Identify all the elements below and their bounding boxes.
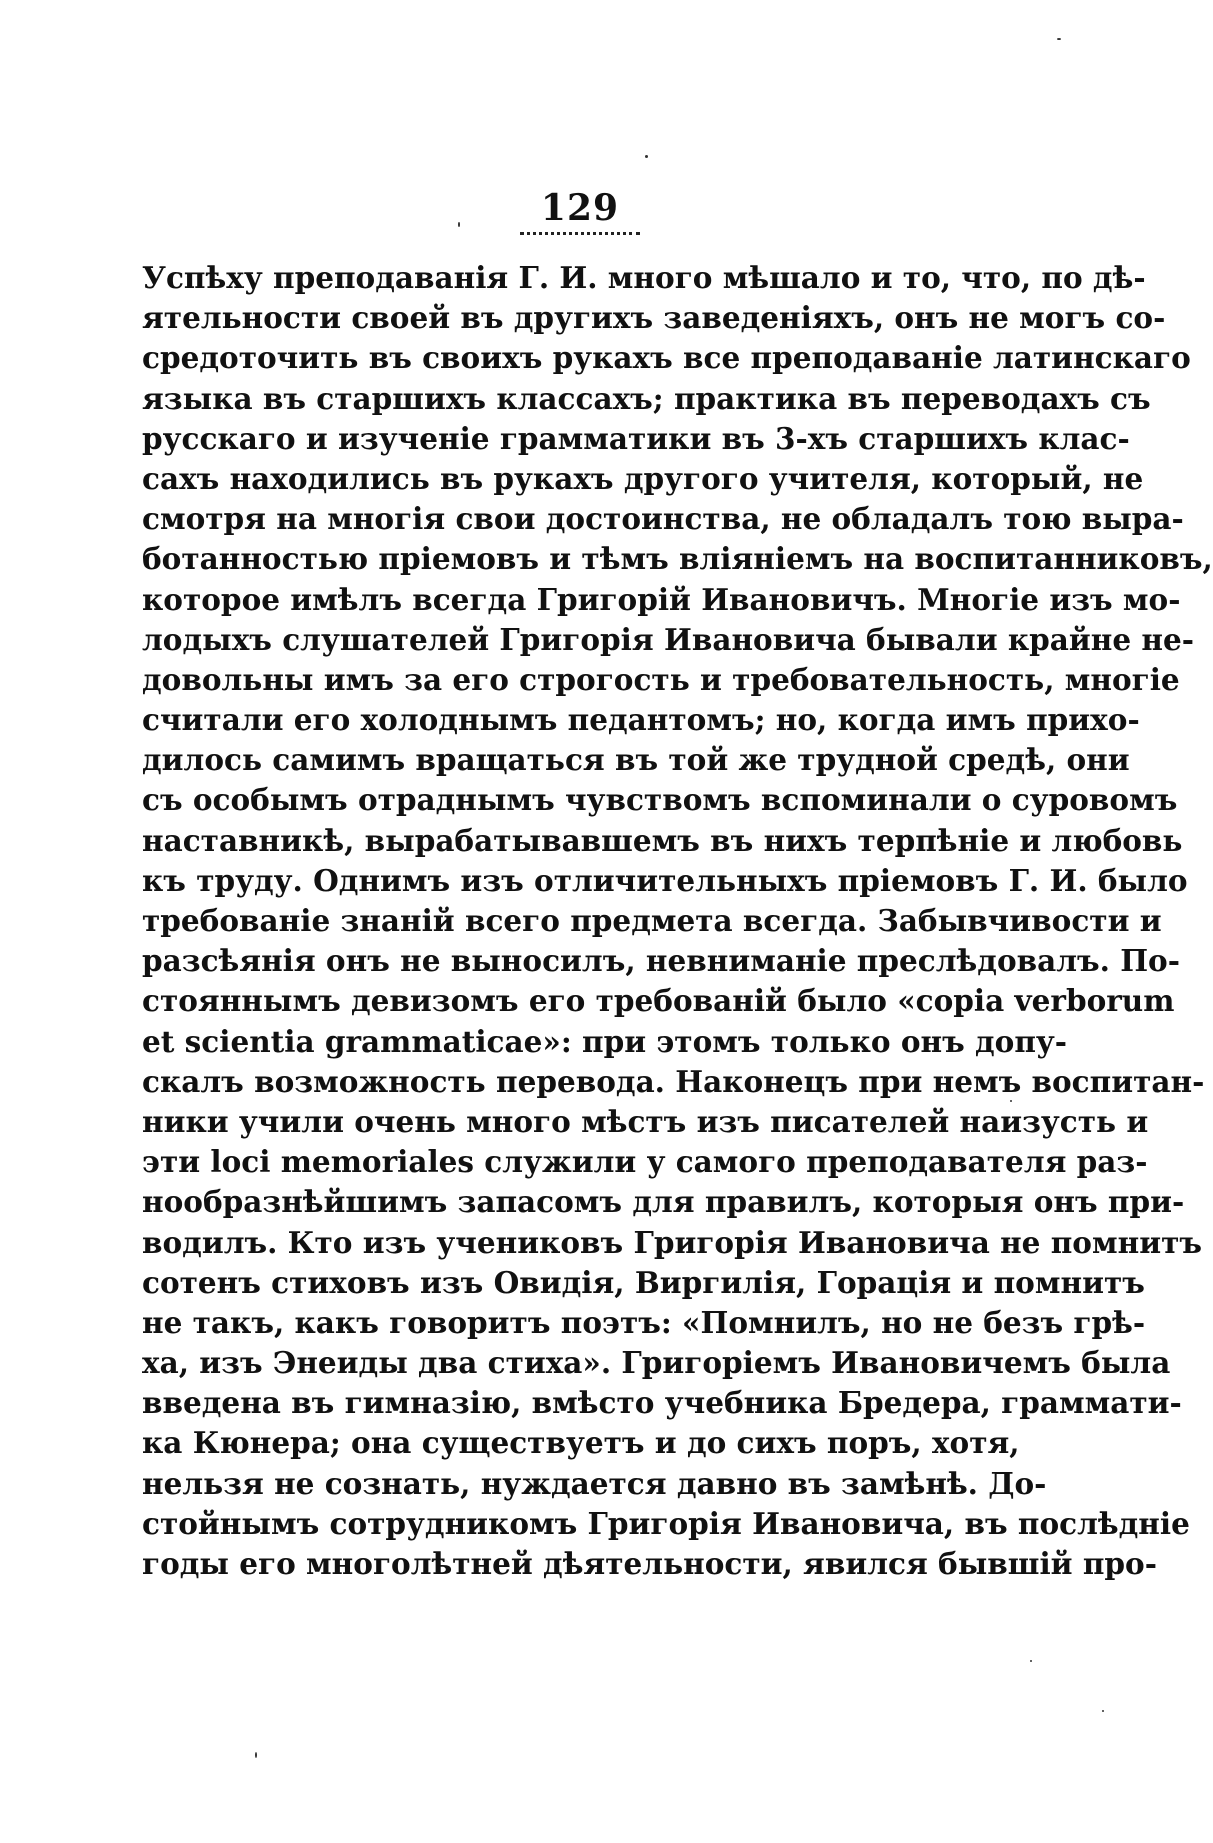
text-line: сахъ находились въ рукахъ другого учителя, который, не: [142, 460, 1144, 496]
text-line: наставникѣ, вырабатывавшемъ въ нихъ терпѣніе и любовь: [142, 822, 1183, 858]
scan-speck: [1010, 1100, 1012, 1102]
text-line: языка въ старшихъ классахъ; практика въ переводахъ съ: [142, 380, 1151, 416]
text-line: считали его холоднымъ педантомъ; но, когда имъ прихо-: [142, 702, 1140, 738]
text-line: смотря на многія свои достоинства, не обладалъ тою выра-: [142, 501, 1184, 537]
text-line: къ труду. Однимъ изъ отличительныхъ пріемовъ Г. И. было: [142, 862, 1188, 898]
text-line: русскаго и изученіе грамматики въ 3-хъ старшихъ клас-: [142, 420, 1130, 456]
text-line: довольны имъ за его строгость и требовательность, многіе: [142, 661, 1180, 697]
text-line: ники учили очень много мѣстъ изъ писателей наизусть и: [142, 1103, 1149, 1139]
scan-speck: [458, 222, 460, 227]
page-number-rule: [520, 232, 640, 235]
scan-speck: [1102, 1710, 1104, 1712]
text-line: не такъ, какъ говоритъ поэтъ: «Помнилъ, но не безъ грѣ-: [142, 1304, 1146, 1340]
text-line: которое имѣлъ всегда Григорій Ивановичъ. Многіе изъ мо-: [142, 581, 1181, 617]
scan-speck: [1057, 38, 1061, 40]
scan-speck: [255, 1752, 257, 1758]
text-line: стояннымъ девизомъ его требованій было «copia verborum: [142, 983, 1175, 1019]
scan-speck: [645, 155, 648, 158]
body-text: [142, 258, 1213, 1584]
text-line: съ особымъ отраднымъ чувствомъ вспоминали о суровомъ: [142, 782, 1178, 818]
text-line: эти loci memoriales служили у самого преподавателя раз-: [142, 1144, 1148, 1180]
text-line: нообразнѣйшимъ запасомъ для правилъ, которыя онъ при-: [142, 1184, 1185, 1220]
text-line: дилось самимъ вращаться въ той же трудной средѣ, они: [142, 742, 1130, 778]
text-line: лодыхъ слушателей Григорія Ивановича бывали крайне не-: [142, 621, 1195, 657]
text-line: требованіе знаній всего предмета всегда. Забывчивости и: [142, 903, 1162, 938]
text-line: et scientia grammaticae»: при этомъ только онъ допу-: [142, 1023, 1068, 1059]
text-line: годы его многолѣтней дѣятельности, явился бывшій про-: [142, 1546, 1157, 1581]
text-line: ботанностью пріемовъ и тѣмъ вліяніемъ на воспитанниковъ,: [142, 541, 1213, 577]
text-line: разсѣянія онъ не выносилъ, невниманіе преслѣдовалъ. По-: [142, 943, 1180, 979]
text-line: ка Кюнера; она существуетъ и до сихъ поръ, хотя,: [142, 1425, 1020, 1461]
text-line: средоточить въ своихъ рукахъ все преподаваніе латинскаго: [142, 340, 1191, 376]
text-line: введена въ гимназію, вмѣсто учебника Бредера, граммати-: [142, 1385, 1182, 1421]
text-line: сотенъ стиховъ изъ Овидія, Виргилія, Горація и помнитъ: [142, 1264, 1145, 1300]
text-line: стойнымъ сотрудникомъ Григорія Ивановича, въ послѣдніе: [142, 1505, 1190, 1541]
text-line: ха, изъ Энеиды два стиха». Григоріемъ Ивановичемъ была: [142, 1345, 1171, 1381]
text-line: Успѣху преподаванія Г. И. много мѣшало и то, что, по дѣ-: [142, 260, 1146, 295]
text-line: скалъ возможность перевода. Наконецъ при немъ воспитан-: [142, 1063, 1205, 1099]
scan-speck: [1030, 1660, 1032, 1662]
text-line: водилъ. Кто изъ учениковъ Григорія Ивановича не помнитъ: [142, 1224, 1202, 1260]
page-number: 129: [540, 187, 620, 229]
text-line: ятельности своей въ другихъ заведеніяхъ, онъ не могъ со-: [142, 300, 1166, 336]
text-line: нельзя не сознать, нуждается давно въ замѣнѣ. До-: [142, 1465, 1047, 1501]
